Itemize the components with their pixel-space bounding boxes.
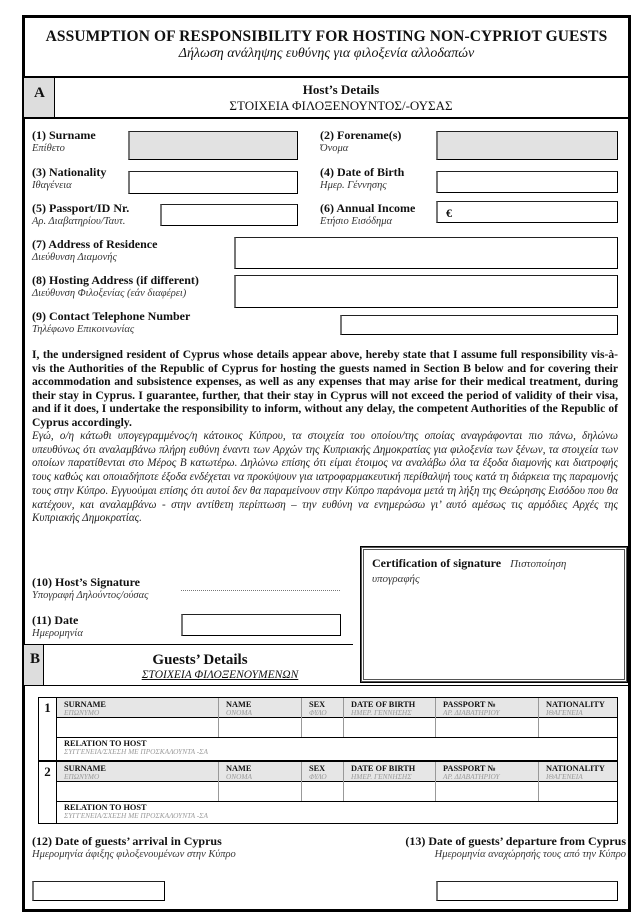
column-header xyxy=(301,698,343,717)
telephone-label: (9) Contact Telephone Number Τηλέφωνο Επικοινωνίας xyxy=(32,309,191,335)
section-b-letter: B xyxy=(24,645,44,685)
column-header-en: NATIONALITY xyxy=(546,700,605,709)
column-header-en: PASSPORT № xyxy=(443,764,496,773)
relation-label-en: RELATION TO HOST xyxy=(64,803,147,812)
column-header-gr: ΟΝΟΜΑ xyxy=(226,708,252,717)
column-header xyxy=(218,762,301,781)
divider xyxy=(22,76,628,78)
column-header xyxy=(538,762,618,781)
guest-cell-input[interactable] xyxy=(57,781,218,801)
surname-input[interactable] xyxy=(128,131,298,160)
relation-label-en: RELATION TO HOST xyxy=(64,739,147,748)
section-b-title-gr: ΣΤΟΙΧΕΙΑ ΦΙΛΟΞΕΝΟΥΜΕΝΩΝ xyxy=(141,669,299,681)
column-header-en: NAME xyxy=(226,700,252,709)
relation-label-gr: ΣΥΓΓΕΝΕΙΑ/ΣΧΕΣΗ ΜΕ ΠΡΟΣΚΑΛΟΥΝΤΑ -ΣΑ xyxy=(64,811,208,820)
section-b-title xyxy=(45,652,355,681)
relation-to-host-field[interactable] xyxy=(57,801,617,825)
certification-label-en: Certification of signature xyxy=(372,556,502,570)
column-header-en: SURNAME xyxy=(64,700,106,709)
hosting-address-label: (8) Hosting Address (if different) Διεύθυνση Φιλοξενίας (εάν διαφέρει) xyxy=(32,273,199,299)
certification-box xyxy=(361,547,627,682)
column-header xyxy=(343,698,435,717)
departure-date-input[interactable] xyxy=(436,881,618,901)
guest-number: 2 xyxy=(39,762,57,823)
relation-label-gr: ΣΥΓΓΕΝΕΙΑ/ΣΧΕΣΗ ΜΕ ΠΡΟΣΚΑΛΟΥΝΤΑ -ΣΑ xyxy=(64,747,208,756)
hosting-address-input[interactable] xyxy=(234,275,618,308)
declaration-gr: Εγώ, ο/η κάτωθι υπογεγραμμένος/η κάτοικος Κύπρου, τα στοιχεία του οποίου/της οποίας αναγράφονται πιο πάνω, δηλώνω υπευθύνως ότι αναλαμβάνω πλήρη ευθύνη έναντι των Αρχών της Κυπριακής Δημοκρατίας για φιλοξενία των ξένων, τα στοιχεία των οποίων παρατίθενται στο Μέρος Β κατωτέρω. Δηλώνω επίσης ότι είμαι έτοιμος να αναλάβω όλα τα έξοδα διαμονής και διατροφής τους καθώς και οποιαδήποτε έξοδα ενδέχεται να προκύψουν για ιατροφαρμακευτική περίθαλψή τους κατά τη διάρκεια της παραμονής τους στην Κύπρο. Εγγυούμαι επίσης ότι αυτοί δεν θα παραμείνουν στην Κύπρο παράνομα μετά τη λήξη της Θεώρησης Εισόδου που θα κατέχουν, και αναλαμβάνω - στην αντίθετη περίπτωση – την ευθύνη να ενημερώσω γι’ αυτό αμέσως τις αρμόδιες Αρχές της Κυπριακής Δημοκρατίας. xyxy=(32,430,618,525)
column-header-en: NAME xyxy=(226,764,252,773)
column-header-en: PASSPORT № xyxy=(443,700,496,709)
column-header-gr: ΕΠΩΝΥΜΟ xyxy=(64,772,100,781)
column-header-en: NATIONALITY xyxy=(546,764,605,773)
guest-table xyxy=(38,697,618,761)
arrival-label: (12) Date of guests’ arrival in Cyprus Ημερομηνία άφιξης φιλοξενουμένων στην Κύπρο xyxy=(32,834,236,860)
column-header-gr: ΕΠΩΝΥΜΟ xyxy=(64,708,100,717)
guest-table xyxy=(38,760,618,824)
divider xyxy=(22,117,628,119)
arrival-date-input[interactable] xyxy=(32,881,165,901)
form-title xyxy=(22,28,631,62)
guest-cell-input[interactable] xyxy=(538,717,618,737)
passport-input[interactable] xyxy=(160,204,298,226)
guest-cell-input[interactable] xyxy=(435,717,538,737)
guest-cell-input[interactable] xyxy=(57,717,218,737)
column-header-en: SEX xyxy=(309,700,326,709)
date-label: (11) Date Ημερομηνία xyxy=(32,613,83,639)
guest-cell-input[interactable] xyxy=(218,781,301,801)
guest-cell-input[interactable] xyxy=(538,781,618,801)
section-a-title-en: Host’s Details xyxy=(302,82,380,97)
form-title-gr: Δήλωση ανάληψης ευθύνης για φιλοξενία αλλοδαπών xyxy=(178,46,475,61)
column-header-en: SEX xyxy=(309,764,326,773)
forename-input[interactable] xyxy=(436,131,618,160)
nationality-label: (3) Nationality Ιθαγένεια xyxy=(32,165,107,191)
column-header-en: SURNAME xyxy=(64,764,106,773)
dob-input[interactable] xyxy=(436,171,618,193)
guest-cell-input[interactable] xyxy=(218,717,301,737)
surname-label: (1) Surname Επίθετο xyxy=(32,128,96,154)
guest-header-row xyxy=(57,762,617,782)
column-header xyxy=(343,762,435,781)
income-label: (6) Annual Income Ετήσιο Εισόδημα xyxy=(320,201,416,227)
column-header-en: DATE OF BIRTH xyxy=(351,764,416,773)
residence-label: (7) Address of Residence Διεύθυνση Διαμονής xyxy=(32,237,158,263)
divider xyxy=(22,644,353,645)
section-a-title-gr: ΣΤΟΙΧΕΙΑ ΦΙΛΟΞΕΝΟΥΝΤΟΣ/-ΟΥΣΑΣ xyxy=(229,98,453,113)
relation-to-host-field[interactable] xyxy=(57,737,617,761)
column-header-gr: ΦΥΛΟ xyxy=(309,772,327,781)
section-a-letter: A xyxy=(24,78,55,117)
divider xyxy=(22,685,628,686)
certification-label-gr: Πιστοποίηση υπογραφής xyxy=(372,558,567,585)
date-input[interactable] xyxy=(181,614,341,636)
column-header-gr: ΗΜΕΡ. ΓΕΝΝΗΣΗΣ xyxy=(351,708,412,717)
column-header xyxy=(435,762,538,781)
guest-input-row xyxy=(57,781,617,802)
column-header xyxy=(538,698,618,717)
forename-label: (2) Forename(s) Όνομα xyxy=(320,128,402,154)
column-header-gr: ΟΝΟΜΑ xyxy=(226,772,252,781)
guest-cell-input[interactable] xyxy=(343,717,435,737)
telephone-input[interactable] xyxy=(340,315,618,335)
nationality-input[interactable] xyxy=(128,171,298,194)
column-header-gr: ΦΥΛΟ xyxy=(309,708,327,717)
column-header-gr: ΙΘΑΓΕΝΕΙΑ xyxy=(546,708,583,717)
section-a-title xyxy=(56,82,626,114)
column-header-gr: ΑΡ. ΔΙΑΒΑΤΗΡΙΟΥ xyxy=(443,708,500,717)
column-header-gr: ΙΘΑΓΕΝΕΙΑ xyxy=(546,772,583,781)
dob-label: (4) Date of Birth Ημερ. Γέννησης xyxy=(320,165,405,191)
form-title-en: ASSUMPTION OF RESPONSIBILITY FOR HOSTING NON-CYPRIOT GUESTS xyxy=(45,28,608,45)
passport-label: (5) Passport/ID Nr. Αρ. Διαβατηρίου/Ταυτ. xyxy=(32,201,130,227)
column-header xyxy=(435,698,538,717)
guest-cell-input[interactable] xyxy=(301,781,343,801)
guest-cell-input[interactable] xyxy=(343,781,435,801)
column-header-gr: ΑΡ. ΔΙΑΒΑΤΗΡΙΟΥ xyxy=(443,772,500,781)
column-header xyxy=(57,698,218,717)
declaration-en: I, the undersigned resident of Cyprus whose details appear above, hereby state that I assume full responsibility vis-à-vis the Authorities of the Republic of Cyprus for hosting the guests named in Section B below and for covering their accommodation and subsistence expenses, as well as any expenses that may arise for their medical treatment, during their stay in Cyprus. I guarantee, further, that their stay in Cyprus will not exceed the period of validity of their visa, and if it does, I undertake the responsibility to inform, without any delay, the competent Authorities of the Republic of Cyprus accordingly. xyxy=(32,348,618,429)
income-input[interactable] xyxy=(436,201,618,223)
guest-cell-input[interactable] xyxy=(301,717,343,737)
guest-cell-input[interactable] xyxy=(435,781,538,801)
guest-input-row xyxy=(57,717,617,738)
euro-currency-symbol: € xyxy=(446,206,452,220)
column-header xyxy=(218,698,301,717)
residence-input[interactable] xyxy=(234,237,618,269)
column-header-gr: ΗΜΕΡ. ΓΕΝΝΗΣΗΣ xyxy=(351,772,412,781)
guest-number: 1 xyxy=(39,698,57,760)
guest-header-row xyxy=(57,698,617,718)
section-b-title-en: Guests’ Details xyxy=(152,652,248,668)
column-header-en: DATE OF BIRTH xyxy=(351,700,416,709)
column-header xyxy=(301,762,343,781)
signature-line[interactable] xyxy=(181,590,340,591)
departure-label: (13) Date of guests’ departure from Cyprus Ημερομηνία αναχώρησής τους από την Κύπρο xyxy=(405,834,626,860)
signature-label: (10) Host’s Signature Υπογραφή Δηλούντος/ούσας xyxy=(32,575,149,601)
column-header xyxy=(57,762,218,781)
